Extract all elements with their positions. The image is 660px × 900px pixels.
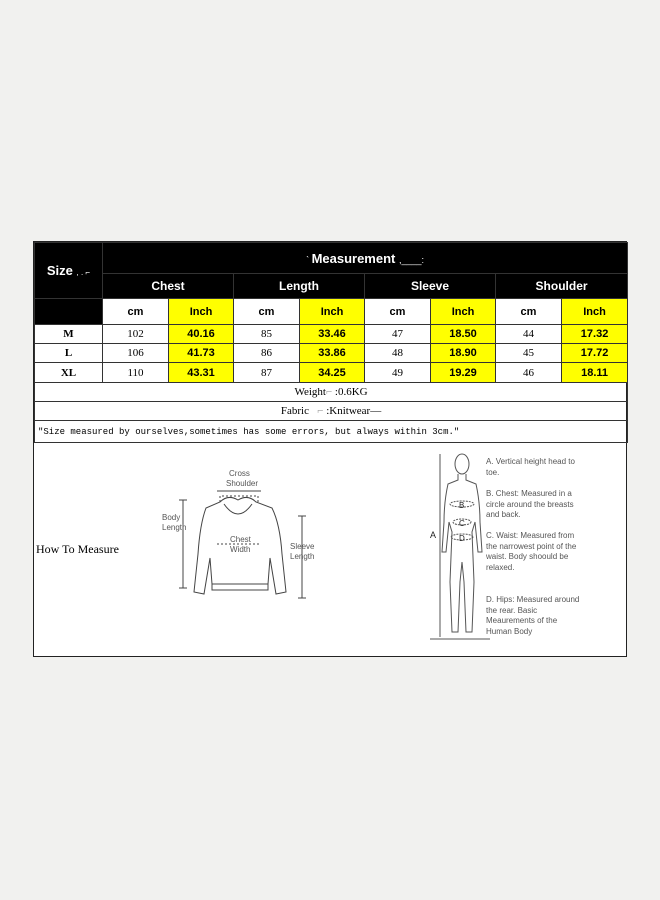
chest-label: Chest [230,535,251,544]
chest-header: Chest [103,274,234,299]
value-cm: 48 [365,344,431,363]
value-inch: 17.32 [562,325,628,344]
body-diagram [430,452,490,642]
size-cell: XL [35,363,103,383]
annotation-c: C. Waist: Measured from the narrowest point of the waist. Body shoould be relaxed. [486,531,577,572]
shoulder-header: Shoulder [496,274,628,299]
shoulder-label: Shoulder [226,479,259,488]
value-cm: 44 [496,325,562,344]
size-chart [33,241,627,657]
value-inch: 18.50 [431,325,496,344]
cross-label: Cross [229,469,250,478]
annotation-a: A. Vertical height head to toe. [486,457,575,477]
table-row-xl [35,363,628,383]
sleeve-header: Sleeve [365,274,496,299]
value-inch: 19.29 [431,363,496,383]
unit-inch: Inch [300,299,365,325]
value-inch: 33.46 [300,325,365,344]
value-cm: 49 [365,363,431,383]
value-cm: 45 [496,344,562,363]
table-row-m [35,325,628,344]
body-outline [442,474,482,632]
measurement-header: ` Measurement ,____: [103,243,628,274]
weight-row: Weight⌐ :0.6KG [35,383,628,402]
value-inch: 17.72 [562,344,628,363]
value-inch: 34.25 [300,363,365,383]
length-header: Length [234,274,365,299]
marker-a: A [430,530,437,540]
head-outline [455,454,469,474]
value-cm: 110 [103,363,169,383]
body-label: Body [162,513,181,522]
value-inch: 40.16 [169,325,234,344]
annotation-b: B. Chest: Measured in a circle around the breasts and back. [486,489,574,519]
chest-width-label: Width [230,545,251,554]
value-cm: 87 [234,363,300,383]
sweater-diagram [162,464,315,604]
unit-cm: cm [103,299,169,325]
how-to-measure-label: How To Measure [36,542,119,556]
size-header: Size , . ⌐ [35,243,103,299]
body-length-label: Length [162,523,187,532]
value-inch: 18.90 [431,344,496,363]
size-cell: L [35,344,103,363]
value-cm: 46 [496,363,562,383]
sleeve-length-label: Length [290,552,315,561]
size-cell: M [35,325,103,344]
unit-inch: Inch [169,299,234,325]
value-inch: 41.73 [169,344,234,363]
unit-inch: Inch [562,299,628,325]
size-unit-blank [35,299,103,325]
annotation-d: D. Hips: Measured around the rear. Basic Meaurements of the Human Body [486,595,580,636]
value-inch: 18.11 [562,363,628,383]
unit-cm: cm [365,299,431,325]
value-cm: 86 [234,344,300,363]
size-table [34,242,628,443]
sleeve-label: Sleeve [290,542,315,551]
unit-inch: Inch [431,299,496,325]
unit-cm: cm [234,299,300,325]
value-inch: 43.31 [169,363,234,383]
value-cm: 85 [234,325,300,344]
marker-c: C [459,519,465,528]
value-cm: 102 [103,325,169,344]
size-note: "Size measured by ourselves,sometimes has some errors, but always within 3cm." [35,421,628,443]
fabric-row: Fabric ⌐ :Knitwear— [35,402,628,421]
value-cm: 106 [103,344,169,363]
value-inch: 33.86 [300,344,365,363]
value-cm: 47 [365,325,431,344]
table-row-l [35,344,628,363]
marker-b: B [459,501,465,510]
marker-d: D [459,534,465,543]
unit-cm: cm [496,299,562,325]
